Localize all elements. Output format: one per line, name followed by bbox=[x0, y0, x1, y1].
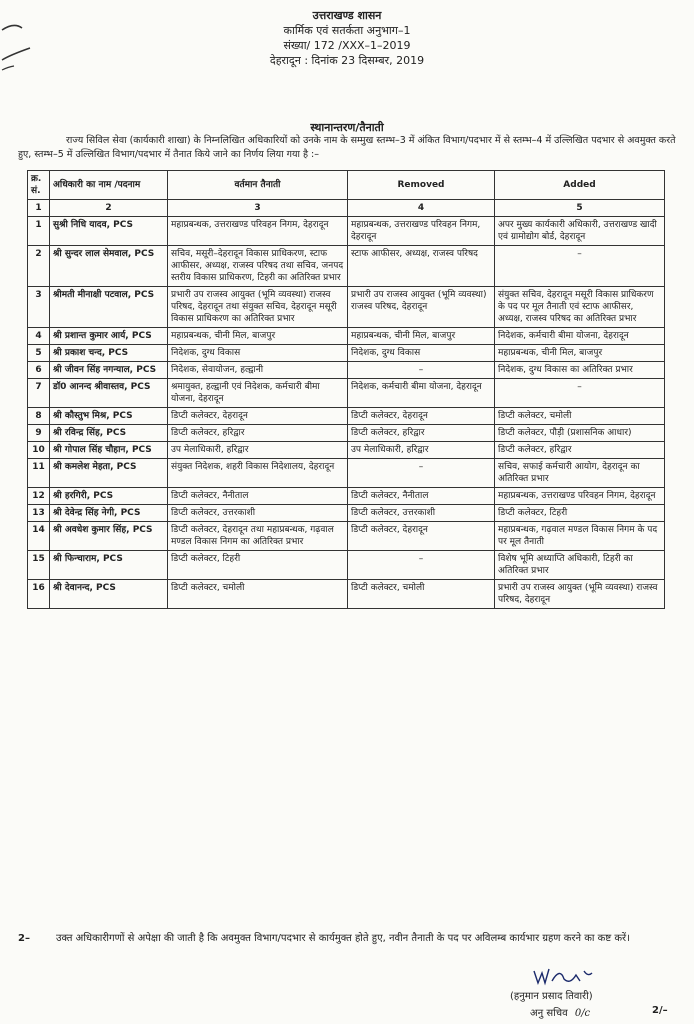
cell-serial: 9 bbox=[28, 425, 50, 442]
signatory-name: (हनुमान प्रसाद तिवारी) bbox=[510, 991, 593, 1002]
cell-officer-name: श्री कौस्तुभ मिश्र, PCS bbox=[50, 408, 168, 425]
cell-added: – bbox=[495, 246, 665, 287]
cell-current-posting: प्रभारी उप राजस्व आयुक्त (भूमि व्यवस्था) राजस्व परिषद, देहरादून तथा संयुक्त सचिव, देहरादून मसूरी विकास प्राधिकरण का अतिरिक्त प्रभार bbox=[168, 287, 348, 328]
cell-added: प्रभारी उप राजस्व आयुक्त (भूमि व्यवस्था) राजस्व परिषद, देहरादून bbox=[495, 580, 665, 609]
cell-current-posting: डिप्टी कलेक्टर, चमोली bbox=[168, 580, 348, 609]
paragraph-2 bbox=[18, 931, 678, 947]
cell-added: सचिव, सफाई कर्मचारी आयोग, देहरादून का अतिरिक्त प्रभार bbox=[495, 459, 665, 488]
cell-serial: 15 bbox=[28, 551, 50, 580]
handwritten-initials: 0/c bbox=[574, 1008, 591, 1019]
header-current-posting: वर्तमान तैनाती bbox=[168, 171, 348, 200]
table-row bbox=[28, 505, 665, 522]
cell-officer-name: श्री देवेन्द्र सिंह नेगी, PCS bbox=[50, 505, 168, 522]
table-row bbox=[28, 362, 665, 379]
cell-serial: 14 bbox=[28, 522, 50, 551]
cell-current-posting: सचिव, मसूरी–देहरादून विकास प्राधिकरण, स्टाफ आफीसर, अध्यक्ष, राजस्व परिषद तथा सचिव, जनपद स्तरीय विकास प्राधिकरण, टिहरी का अतिरिक्त प्रभार bbox=[168, 246, 348, 287]
cell-current-posting: डिप्टी कलेक्टर, हरिद्वार bbox=[168, 425, 348, 442]
cell-serial: 8 bbox=[28, 408, 50, 425]
column-number: 3 bbox=[168, 200, 348, 217]
table-row bbox=[28, 551, 665, 580]
cell-officer-name: श्री प्रकाश चन्द, PCS bbox=[50, 345, 168, 362]
cell-current-posting: डिप्टी कलेक्टर, नैनीताल bbox=[168, 488, 348, 505]
cell-added: डिप्टी कलेक्टर, पौड़ी (प्रशासनिक आधार) bbox=[495, 425, 665, 442]
cell-removed: स्टाफ आफीसर, अध्यक्ष, राजस्व परिषद bbox=[348, 246, 495, 287]
cell-removed: डिप्टी कलेक्टर, देहरादून bbox=[348, 522, 495, 551]
cell-removed: – bbox=[348, 459, 495, 488]
cell-removed: महाप्रबन्धक, उत्तराखण्ड परिवहन निगम, देहरादून bbox=[348, 217, 495, 246]
page-footer: 2/– bbox=[652, 1005, 668, 1016]
header-section: कार्मिक एवं सतर्कता अनुभाग–1 bbox=[283, 24, 411, 37]
column-number: 4 bbox=[348, 200, 495, 217]
cell-serial: 4 bbox=[28, 328, 50, 345]
cell-current-posting: निदेशक, सेवायोजन, हल्द्वानी bbox=[168, 362, 348, 379]
cell-removed: डिप्टी कलेक्टर, हरिद्वार bbox=[348, 425, 495, 442]
cell-officer-name: श्री सुन्दर लाल सेमवाल, PCS bbox=[50, 246, 168, 287]
cell-current-posting: महाप्रबन्धक, चीनी मिल, बाजपुर bbox=[168, 328, 348, 345]
table-row bbox=[28, 425, 665, 442]
handwritten-signature bbox=[530, 963, 600, 989]
column-number: 1 bbox=[28, 200, 50, 217]
cell-serial: 6 bbox=[28, 362, 50, 379]
cell-removed: – bbox=[348, 362, 495, 379]
cell-added: विशेष भूमि अध्याप्ति अधिकारी, टिहरी का अतिरिक्त प्रभार bbox=[495, 551, 665, 580]
cell-current-posting: संयुक्त निदेशक, शहरी विकास निदेशालय, देहरादून bbox=[168, 459, 348, 488]
cell-officer-name: श्री देवानन्द, PCS bbox=[50, 580, 168, 609]
cell-officer-name: श्री रविन्द्र सिंह, PCS bbox=[50, 425, 168, 442]
cell-removed: डिप्टी कलेक्टर, देहरादून bbox=[348, 408, 495, 425]
cell-officer-name: सुश्री निधि यादव, PCS bbox=[50, 217, 168, 246]
header-government: उत्तराखण्ड शासन bbox=[312, 9, 382, 22]
cell-added: निदेशक, दुग्ध विकास का अतिरिक्त प्रभार bbox=[495, 362, 665, 379]
table-header-row bbox=[28, 171, 665, 200]
cell-added: – bbox=[495, 379, 665, 408]
cell-serial: 10 bbox=[28, 442, 50, 459]
cell-current-posting: निदेशक, दुग्ध विकास bbox=[168, 345, 348, 362]
header-officer-name: अधिकारी का नाम /पदनाम bbox=[50, 171, 168, 200]
table-row bbox=[28, 217, 665, 246]
cell-current-posting: डिप्टी कलेक्टर, उत्तरकाशी bbox=[168, 505, 348, 522]
cell-removed: डिप्टी कलेक्टर, चमोली bbox=[348, 580, 495, 609]
cell-serial: 2 bbox=[28, 246, 50, 287]
table-row bbox=[28, 522, 665, 551]
cell-removed: निदेशक, कर्मचारी बीमा योजना, देहरादून bbox=[348, 379, 495, 408]
table-row bbox=[28, 287, 665, 328]
table-row bbox=[28, 345, 665, 362]
cell-added: संयुक्त सचिव, देहरादून मसूरी विकास प्राधिकरण के पद पर मूल तैनाती एवं स्टाफ आफीसर, अध्यक्ष, राजस्व परिषद का अतिरिक्त प्रभार bbox=[495, 287, 665, 328]
cell-current-posting: उप मेलाधिकारी, हरिद्वार bbox=[168, 442, 348, 459]
table-row bbox=[28, 488, 665, 505]
cell-officer-name: श्री फिन्चाराम, PCS bbox=[50, 551, 168, 580]
cell-removed: प्रभारी उप राजस्व आयुक्त (भूमि व्यवस्था) राजस्व परिषद, देहरादून bbox=[348, 287, 495, 328]
paragraph-number: 2– bbox=[18, 933, 30, 944]
cell-added: महाप्रबन्धक, उत्तराखण्ड परिवहन निगम, देहरादून bbox=[495, 488, 665, 505]
table-row bbox=[28, 328, 665, 345]
cell-added: अपर मुख्य कार्यकारी अधिकारी, उत्तराखण्ड खादी एवं ग्रामोद्योग बोर्ड, देहरादून bbox=[495, 217, 665, 246]
table-row bbox=[28, 442, 665, 459]
cell-current-posting: डिप्टी कलेक्टर, देहरादून bbox=[168, 408, 348, 425]
cell-serial: 3 bbox=[28, 287, 50, 328]
table-row bbox=[28, 246, 665, 287]
cell-removed: उप मेलाधिकारी, हरिद्वार bbox=[348, 442, 495, 459]
cell-current-posting: डिप्टी कलेक्टर, देहरादून तथा महाप्रबन्धक, गढ़वाल मण्डल विकास निगम का अतिरिक्त प्रभार bbox=[168, 522, 348, 551]
cell-added: महाप्रबन्धक, गढ़वाल मण्डल विकास निगम के पद पर मूल तैनाती bbox=[495, 522, 665, 551]
cell-officer-name: श्री हरगिरी, PCS bbox=[50, 488, 168, 505]
cell-serial: 13 bbox=[28, 505, 50, 522]
table-row bbox=[28, 408, 665, 425]
cell-serial: 5 bbox=[28, 345, 50, 362]
cell-officer-name: श्री अवधेश कुमार सिंह, PCS bbox=[50, 522, 168, 551]
cell-removed: निदेशक, दुग्ध विकास bbox=[348, 345, 495, 362]
cell-officer-name: श्री गोपाल सिंह चौहान, PCS bbox=[50, 442, 168, 459]
cell-officer-name: श्री प्रशान्त कुमार आर्य, PCS bbox=[50, 328, 168, 345]
cell-added: डिप्टी कलेक्टर, चमोली bbox=[495, 408, 665, 425]
cell-added: महाप्रबन्धक, चीनी मिल, बाजपुर bbox=[495, 345, 665, 362]
column-number-row bbox=[28, 200, 665, 217]
cell-added: निदेशक, कर्मचारी बीमा योजना, देहरादून bbox=[495, 328, 665, 345]
cell-officer-name: श्री जीवन सिंह नगन्याल, PCS bbox=[50, 362, 168, 379]
cell-serial: 7 bbox=[28, 379, 50, 408]
cell-removed: महाप्रबन्धक, चीनी मिल, बाजपुर bbox=[348, 328, 495, 345]
intro-paragraph: राज्य सिविल सेवा (कार्यकारी शाखा) के निम्नलिखित अधिकारियों को उनके नाम के सम्मुख स्तम्भ–3 में अंकित विभाग/पदभार में से स्तम्भ–4 में उल्लिखित पदभार से अवमुक्त करते हुए, स्तम्भ–5 में उल्लिखित विभाग/पदभार में तैनात किये जाने का निर्णय लिया गया है :– bbox=[18, 135, 676, 160]
header-added: Added bbox=[495, 171, 665, 200]
table-row bbox=[28, 459, 665, 488]
cell-officer-name: श्री कमलेश मेहता, PCS bbox=[50, 459, 168, 488]
table-row bbox=[28, 580, 665, 609]
cell-officer-name: डॉ0 आनन्द श्रीवास्तव, PCS bbox=[50, 379, 168, 408]
cell-serial: 11 bbox=[28, 459, 50, 488]
subject-line: स्थानान्तरण/तैनाती bbox=[310, 121, 384, 134]
transfer-table bbox=[27, 170, 665, 609]
cell-officer-name: श्रीमती मीनाक्षी पटवाल, PCS bbox=[50, 287, 168, 328]
header-reference-number: संख्या/ 172 /XXX–1–2019 bbox=[283, 39, 411, 52]
signatory-designation: अनु सचिव bbox=[530, 1008, 568, 1019]
cell-serial: 12 bbox=[28, 488, 50, 505]
cell-added: डिप्टी कलेक्टर, हरिद्वार bbox=[495, 442, 665, 459]
cell-current-posting: डिप्टी कलेक्टर, टिहरी bbox=[168, 551, 348, 580]
cell-current-posting: श्रमायुक्त, हल्द्वानी एवं निदेशक, कर्मचारी बीमा योजना, देहरादून bbox=[168, 379, 348, 408]
cell-current-posting: महाप्रबन्धक, उत्तराखण्ड परिवहन निगम, देहरादून bbox=[168, 217, 348, 246]
column-number: 2 bbox=[50, 200, 168, 217]
cell-added: डिप्टी कलेक्टर, टिहरी bbox=[495, 505, 665, 522]
cell-removed: डिप्टी कलेक्टर, नैनीताल bbox=[348, 488, 495, 505]
column-number: 5 bbox=[495, 200, 665, 217]
cell-removed: डिप्टी कलेक्टर, उत्तरकाशी bbox=[348, 505, 495, 522]
paragraph-text: उक्त अधिकारीगणों से अपेक्षा की जाती है कि अवमुक्त विभाग/पदभार से कार्यमुक्त होते हुए, नवीन तैनाती के पद पर अविलम्ब कार्यभार ग्रहण करने का कष्ट करें। bbox=[55, 933, 630, 944]
document-header bbox=[0, 8, 694, 68]
cell-removed: – bbox=[348, 551, 495, 580]
cell-serial: 1 bbox=[28, 217, 50, 246]
header-date: देहरादून : दिनांक 23 दिसम्बर, 2019 bbox=[269, 54, 425, 67]
cell-serial: 16 bbox=[28, 580, 50, 609]
header-serial: क्र. सं. bbox=[28, 171, 50, 200]
table-row bbox=[28, 379, 665, 408]
signatory-designation-line bbox=[530, 1005, 590, 1019]
header-removed: Removed bbox=[348, 171, 495, 200]
